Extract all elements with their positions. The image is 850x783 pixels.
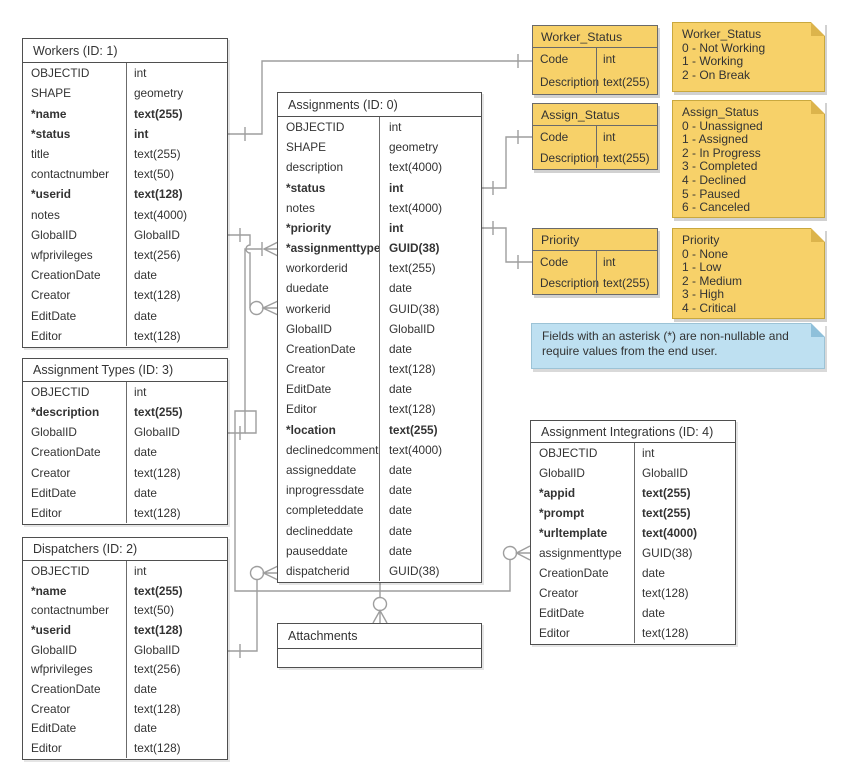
crowfoot-many-icon: [517, 546, 531, 560]
note-line: 2 - Medium: [682, 273, 743, 288]
field-name: contactnumber: [31, 167, 110, 182]
field-name: title: [31, 146, 50, 161]
field-name: *assignmenttype: [286, 241, 381, 256]
lookup-table-worker-status: [532, 25, 658, 95]
field-name: OBJECTID: [31, 563, 90, 578]
field-name: contactnumber: [31, 603, 110, 618]
field-row: [23, 738, 227, 758]
field-name: OBJECTID: [31, 66, 90, 81]
note-line: 6 - Canceled: [682, 200, 751, 215]
field-type: text(4000): [389, 160, 443, 175]
note-line: 0 - None: [682, 246, 729, 261]
field-row: [23, 225, 227, 245]
field-name: workerid: [286, 301, 331, 316]
table-title: Workers (ID: 1): [23, 39, 227, 63]
field-row: [531, 463, 735, 483]
field-name: GlobalID: [31, 425, 77, 440]
field-name: CreationDate: [31, 681, 101, 696]
field-type: text(255): [642, 506, 691, 520]
field-row: [23, 184, 227, 204]
field-name: GlobalID: [286, 321, 332, 336]
folded-corner-icon: [811, 22, 825, 36]
field-type: text(255): [389, 261, 436, 276]
field-name: notes: [286, 200, 315, 215]
field-name: declinedcomment: [286, 442, 379, 457]
field-row: [23, 326, 227, 346]
field-type: text(128): [134, 741, 181, 756]
field-type: text(128): [642, 626, 689, 640]
note-line: 3 - High: [682, 287, 725, 302]
column-divider: [596, 251, 597, 293]
callout-text: Fields with an asterisk (*) are non-nullable and require values from the end user.: [542, 329, 789, 358]
field-name: CreationDate: [539, 566, 609, 580]
field-name: declineddate: [286, 523, 353, 538]
field-type: date: [389, 503, 412, 518]
field-name: SHAPE: [31, 86, 71, 101]
field-name: *name: [31, 106, 67, 121]
field-type: text(255): [134, 583, 183, 598]
column-divider: [126, 561, 127, 758]
crowfoot-many-icon: [264, 566, 279, 580]
field-type: GUID(38): [389, 241, 440, 256]
field-type: GlobalID: [389, 321, 435, 336]
field-name: *userid: [31, 622, 71, 637]
field-name: dispatcherid: [286, 563, 350, 578]
asterisk-callout: [531, 323, 825, 369]
lookup-field-name: Code: [540, 254, 569, 269]
field-name: CreationDate: [286, 341, 356, 356]
lookup-field-type: int: [603, 254, 616, 269]
relationship-line: [482, 228, 532, 262]
field-row: [23, 620, 227, 640]
table-assignments: [277, 92, 482, 583]
field-type: text(4000): [389, 442, 443, 457]
field-type: geometry: [134, 86, 184, 101]
cardinality-zero-circle: [374, 598, 387, 611]
field-type: text(128): [134, 187, 183, 202]
lookup-rows: [533, 48, 657, 93]
field-type: int: [134, 126, 149, 141]
field-type: text(255): [389, 422, 438, 437]
field-name: *location: [286, 422, 336, 437]
field-name: Editor: [31, 741, 62, 756]
field-type: int: [134, 563, 147, 578]
field-type: int: [389, 180, 404, 195]
table-rows: [23, 561, 227, 758]
field-name: *status: [31, 126, 71, 141]
field-name: OBJECTID: [539, 446, 598, 460]
field-name: *prompt: [539, 506, 585, 520]
field-name: assignmenttype: [539, 546, 622, 560]
note-line: Worker_Status: [682, 27, 762, 41]
folded-corner-icon: [811, 323, 825, 337]
field-row: [23, 285, 227, 305]
field-name: GlobalID: [31, 642, 77, 657]
field-row: [531, 503, 735, 523]
field-row: [23, 83, 227, 103]
field-row: [23, 305, 227, 325]
field-type: text(128): [134, 288, 181, 303]
note-line: 3 - Completed: [682, 159, 758, 174]
note-line: 1 - Working: [682, 54, 744, 69]
field-name: Creator: [286, 362, 326, 377]
field-type: text(50): [134, 167, 174, 182]
field-type: text(128): [134, 505, 181, 520]
field-name: *urltemplate: [539, 526, 608, 540]
lookup-row: [533, 71, 657, 94]
field-type: text(255): [134, 405, 183, 420]
field-name: Creator: [31, 465, 71, 480]
field-name: notes: [31, 207, 60, 222]
field-row: [531, 623, 735, 643]
folded-corner-icon: [811, 228, 825, 242]
field-name: Creator: [539, 586, 579, 600]
field-name: GlobalID: [31, 227, 77, 242]
field-row: [23, 245, 227, 265]
field-type: date: [389, 463, 412, 477]
field-name: CreationDate: [31, 445, 101, 460]
field-name: wfprivileges: [31, 662, 93, 677]
field-name: EditDate: [31, 485, 77, 500]
field-row: [531, 603, 735, 623]
field-type: text(128): [389, 402, 436, 417]
field-row: [531, 543, 735, 563]
table-title: Assignment Integrations (ID: 4): [531, 421, 735, 443]
note-line: 5 - Paused: [682, 186, 741, 201]
crowfoot-many-icon: [373, 611, 387, 624]
note-line: 4 - Declined: [682, 172, 747, 187]
field-name: OBJECTID: [286, 120, 345, 135]
note-line: Priority: [682, 233, 720, 247]
crowfoot-many-icon: [263, 301, 278, 315]
note-worker-status: [672, 22, 825, 92]
field-name: CreationDate: [31, 268, 101, 283]
field-type: GUID(38): [389, 301, 440, 316]
field-type: int: [134, 385, 147, 400]
lookup-field-type: int: [603, 129, 616, 144]
field-type: GlobalID: [642, 466, 688, 480]
field-name: *description: [31, 405, 100, 420]
field-row: [23, 103, 227, 123]
column-divider: [379, 117, 380, 581]
field-row: [23, 600, 227, 620]
field-row: [23, 699, 227, 719]
field-name: Creator: [31, 288, 71, 303]
field-type: int: [389, 220, 404, 235]
field-name: GlobalID: [539, 466, 585, 480]
field-name: assigneddate: [286, 463, 357, 477]
lookup-field-type: text(255): [603, 150, 650, 165]
field-type: text(128): [134, 328, 181, 343]
note-line: 4 - Critical: [682, 300, 737, 315]
lookup-field-type: text(255): [603, 275, 650, 290]
column-divider: [596, 126, 597, 168]
field-type: text(4000): [134, 207, 188, 222]
field-type: text(128): [642, 586, 689, 600]
field-type: text(4000): [389, 200, 443, 215]
field-type: GUID(38): [642, 546, 693, 560]
table-rows: [278, 117, 481, 581]
lookup-field-name: Description: [540, 150, 600, 165]
lookup-table-assign-status: [532, 103, 658, 170]
field-row: [531, 523, 735, 543]
field-type: text(128): [134, 701, 181, 716]
field-type: text(128): [134, 622, 183, 637]
field-name: EditDate: [31, 721, 77, 736]
table-rows: [278, 648, 481, 665]
field-name: EditDate: [286, 382, 332, 397]
lookup-field-type: text(255): [603, 74, 650, 89]
field-type: text(50): [134, 603, 174, 618]
field-name: *priority: [286, 220, 332, 235]
field-name: wfprivileges: [31, 247, 93, 262]
field-name: EditDate: [31, 308, 77, 323]
field-type: text(128): [134, 465, 181, 480]
lookup-row: [533, 126, 657, 147]
lookup-field-name: Code: [540, 52, 569, 67]
field-name: SHAPE: [286, 140, 326, 155]
column-divider: [126, 382, 127, 523]
relationship-line: [482, 137, 532, 188]
field-type: date: [642, 566, 665, 580]
field-name: pauseddate: [286, 543, 348, 558]
cardinality-zero-circle: [250, 302, 263, 315]
field-row: [23, 265, 227, 285]
table-rows: [23, 63, 227, 346]
lookup-rows: [533, 251, 657, 293]
table-attachments: [277, 623, 482, 668]
column-divider: [634, 443, 635, 643]
lookup-row: [533, 48, 657, 71]
field-name: inprogressdate: [286, 483, 365, 498]
field-type: date: [642, 606, 665, 620]
lookup-table-priority: [532, 228, 658, 295]
field-row: [23, 382, 227, 402]
field-type: date: [389, 341, 412, 356]
field-type: geometry: [389, 140, 439, 155]
folded-corner-icon: [811, 100, 825, 114]
field-row: [23, 659, 227, 679]
lookup-row: [533, 147, 657, 168]
field-type: GUID(38): [389, 563, 440, 578]
field-name: workorderid: [286, 261, 348, 276]
field-name: duedate: [286, 281, 329, 296]
field-type: text(256): [134, 662, 181, 677]
field-row: [23, 581, 227, 601]
note-line: Assign_Status: [682, 105, 759, 119]
note-assign-status: [672, 100, 825, 218]
field-name: OBJECTID: [31, 385, 90, 400]
table-rows: [23, 382, 227, 523]
field-type: text(255): [134, 146, 181, 161]
field-type: text(255): [134, 106, 183, 121]
field-row: [23, 640, 227, 660]
field-row: [23, 679, 227, 699]
table-title: Attachments: [278, 624, 481, 649]
table-integrations: [530, 420, 736, 645]
field-row: [531, 563, 735, 583]
field-name: *name: [31, 583, 67, 598]
field-type: GlobalID: [134, 227, 180, 242]
table-rows: [531, 443, 735, 643]
relationship-line: [228, 235, 250, 308]
note-line: 2 - On Break: [682, 67, 751, 82]
field-type: date: [389, 543, 412, 558]
table-workers: [22, 38, 228, 348]
field-row: [23, 719, 227, 739]
field-type: date: [134, 445, 157, 460]
field-type: GlobalID: [134, 642, 180, 657]
note-line: 1 - Low: [682, 260, 722, 275]
field-type: GlobalID: [134, 425, 180, 440]
lookup-rows: [533, 126, 657, 168]
field-row: [23, 164, 227, 184]
field-name: description: [286, 160, 344, 175]
lookup-title: Priority: [533, 229, 657, 251]
field-type: int: [134, 66, 147, 81]
table-assignment-types: [22, 358, 228, 525]
field-name: completeddate: [286, 503, 364, 518]
lookup-field-type: int: [603, 52, 616, 67]
note-line: 1 - Assigned: [682, 132, 749, 147]
table-title: Assignment Types (ID: 3): [23, 359, 227, 382]
field-name: *status: [286, 180, 326, 195]
lookup-title: Worker_Status: [533, 26, 657, 48]
field-type: int: [642, 446, 655, 460]
field-name: Creator: [31, 701, 71, 716]
field-row: [23, 402, 227, 422]
field-name: Editor: [539, 626, 570, 640]
table-title: Assignments (ID: 0): [278, 93, 481, 117]
crowfoot-many-icon: [264, 242, 278, 256]
field-row: [23, 144, 227, 164]
column-divider: [596, 48, 597, 93]
field-type: text(256): [134, 247, 181, 262]
field-type: date: [134, 308, 157, 323]
field-type: date: [389, 483, 412, 498]
field-row: [23, 124, 227, 144]
note-line: 0 - Not Working: [682, 40, 766, 55]
relationship-line: [228, 580, 257, 652]
lookup-row: [533, 272, 657, 293]
field-row: [23, 422, 227, 442]
field-type: date: [389, 382, 412, 397]
field-row: [23, 442, 227, 462]
lookup-row: [533, 251, 657, 272]
field-name: Editor: [286, 402, 317, 417]
lookup-field-name: Description: [540, 74, 600, 89]
note-line: 0 - Unassigned: [682, 118, 763, 133]
field-type: text(255): [642, 486, 691, 500]
field-row: [531, 583, 735, 603]
field-row: [531, 443, 735, 463]
field-row: [23, 483, 227, 503]
field-row: [531, 483, 735, 503]
field-type: date: [389, 523, 412, 538]
field-name: EditDate: [539, 606, 585, 620]
field-row: [23, 463, 227, 483]
lookup-title: Assign_Status: [533, 104, 657, 126]
field-type: date: [134, 485, 157, 500]
field-row: [23, 561, 227, 581]
cardinality-zero-circle: [251, 567, 264, 580]
field-type: date: [134, 721, 157, 736]
field-type: date: [134, 681, 157, 696]
field-name: Editor: [31, 505, 62, 520]
note-priority: [672, 228, 825, 319]
field-type: date: [389, 281, 412, 296]
table-title: Dispatchers (ID: 2): [23, 538, 227, 561]
field-type: int: [389, 120, 402, 135]
lookup-field-name: Code: [540, 129, 569, 144]
field-name: *appid: [539, 486, 576, 500]
field-type: date: [134, 268, 157, 283]
empty-row: [278, 648, 481, 667]
field-name: Editor: [31, 328, 62, 343]
cardinality-zero-circle: [504, 547, 517, 560]
field-type: text(128): [389, 362, 436, 377]
field-row: [23, 204, 227, 224]
field-name: *userid: [31, 187, 71, 202]
field-row: [23, 63, 227, 83]
note-line: 2 - In Progress: [682, 145, 761, 160]
relationship-line: [228, 249, 262, 433]
field-row: [23, 503, 227, 523]
lookup-field-name: Description: [540, 275, 600, 290]
field-type: text(4000): [642, 526, 698, 540]
table-dispatchers: [22, 537, 228, 760]
column-divider: [126, 63, 127, 346]
